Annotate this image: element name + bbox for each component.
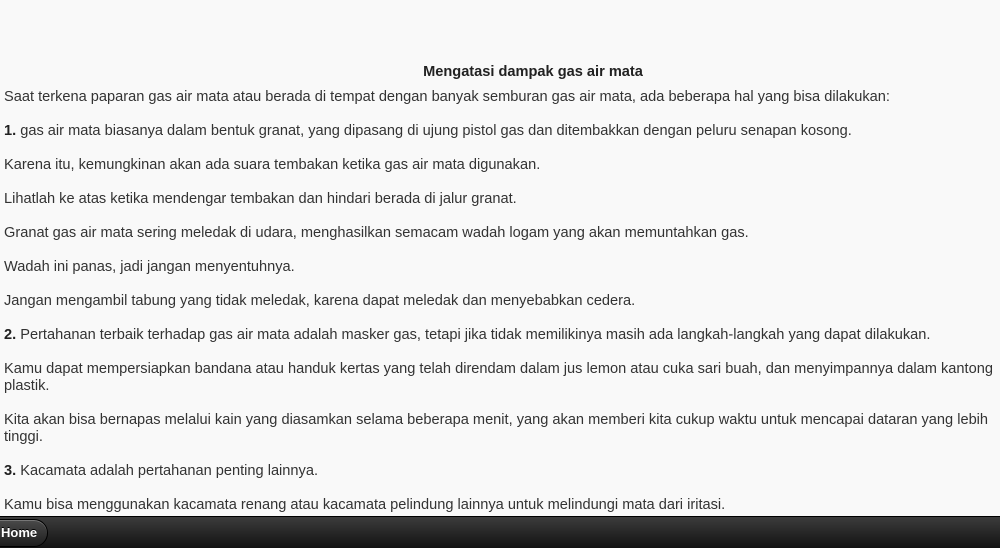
article-title (4, 64, 1000, 81)
list-number-2: 2. (4, 327, 17, 343)
article-paragraph-9: Kita akan bisa bernapas melalui kain yang diasamkan selama beberapa menit, yang akan memberi kita cukup waktu untuk mencapai dataran yang lebih tinggi. (4, 412, 989, 445)
article-paragraph-5: Wadah ini panas, jadi jangan menyentuhnya. (4, 259, 295, 275)
list-number-1: 1. (4, 123, 17, 139)
article-paragraph-7 (4, 327, 1000, 344)
footer-bar (0, 516, 1000, 548)
article-paragraph-6: Jangan mengambil tabung yang tidak meledak, karena dapat meledak dan menyebabkan cedera. (4, 293, 636, 309)
article-paragraph-7-text: Pertahanan terbaik terhadap gas air mata adalah masker gas, tetapi jika tidak memilikinya masih ada langkah-langkah yang dapat dilakukan. (16, 327, 931, 343)
article-paragraph-11: Kamu bisa menggunakan kacamata renang atau kacamata pelindung lainnya untuk melindungi mata dari iritasi. (4, 497, 726, 513)
article-paragraph-2: Karena itu, kemungkinan akan ada suara tembakan ketika gas air mata digunakan. (4, 157, 541, 173)
article-paragraph-1 (4, 123, 1000, 140)
article-paragraph-intro: Saat terkena paparan gas air mata atau berada di tempat dengan banyak semburan gas air mata, ada beberapa hal yang bisa dilakukan: (4, 89, 890, 105)
article-paragraph-1-text: gas air mata biasanya dalam bentuk granat, yang dipasang di ujung pistol gas dan ditembakkan dengan peluru senapan kosong. (16, 123, 852, 139)
home-button[interactable]: Home (0, 519, 48, 547)
article-title-text: Mengatasi dampak gas air mata (423, 64, 643, 80)
article-paragraph-10-text: Kacamata adalah pertahanan penting lainnya. (16, 463, 319, 479)
article-paragraph-10 (4, 463, 1000, 480)
article-paragraph-8: Kamu dapat mempersiapkan bandana atau handuk kertas yang telah direndam dalam jus lemon atau cuka sari buah, dan menyimpannya dalam kantong plastik. (4, 361, 993, 394)
article-content (4, 64, 1000, 514)
list-number-3: 3. (4, 463, 17, 479)
article-paragraph-3: Lihatlah ke atas ketika mendengar tembakan dan hindari berada di jalur granat. (4, 191, 517, 207)
article-paragraph-4: Granat gas air mata sering meledak di udara, menghasilkan semacam wadah logam yang akan memuntahkan gas. (4, 225, 749, 241)
